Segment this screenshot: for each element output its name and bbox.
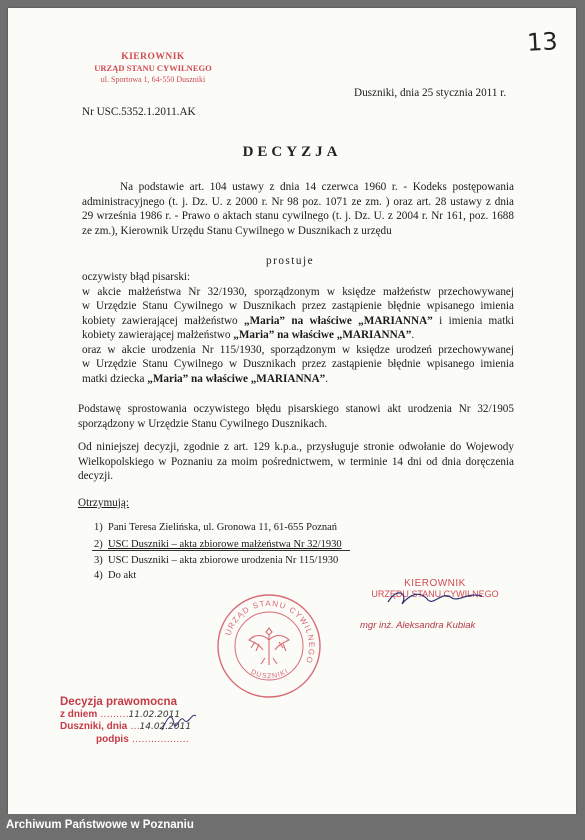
appeal-line: decyzji.: [78, 470, 114, 482]
appeal-line: Od niniejszej decyzji, zgodnie z art. 129 k.p.a., przysługuje stronie odwołanie do Wojewody: [78, 441, 514, 453]
recipient-item: [94, 554, 338, 567]
archive-footer-label: Archiwum Państwowe w Poznaniu: [6, 819, 194, 831]
correction-text: kobiety zawierającej małżeństwo: [82, 314, 244, 327]
finality-initials-icon: [158, 708, 198, 738]
correction-bold-name: „Maria” na właściwe „MARIANNA”: [147, 372, 326, 385]
correction-text: kobiety zawierającej małżeństwo: [82, 329, 234, 341]
intro-line: administracyjnego (t. j. Dz. U. z 2000 r. Nr 98 poz. 1071 ze zm. ) oraz art. 28 ustawy z dnia: [82, 195, 514, 208]
correction-lead: oczywisty błąd pisarski:: [82, 271, 191, 283]
intro-line: 29 września 1986 r. - Prawo o aktach stanu cywilnego (t. j. Dz. U. z 2004 r. Nr 161, poz. 1688: [82, 210, 514, 222]
recipient-number: 3): [94, 555, 103, 566]
correction-text: .: [411, 329, 415, 341]
finality-label: podpis: [96, 733, 129, 745]
handwritten-page-number: 13: [526, 27, 559, 57]
correction-text: matki dziecka: [82, 372, 148, 385]
svg-text:DUSZNIKI: [249, 668, 290, 680]
header-stamp-line1: KIEROWNIK: [121, 52, 185, 62]
signature-stamp-line2: URZĘDU STANU CYWILNEGO: [371, 589, 499, 599]
finality-dots: ………: [100, 708, 129, 720]
recipient-number: 2): [94, 539, 103, 550]
finality-stamp-title: Decyzja prawomocna: [60, 696, 177, 708]
correction-line: [82, 328, 514, 343]
finality-label: z dniem: [60, 708, 98, 720]
recipient-item: [94, 521, 337, 534]
intro-line: ze zm.), Kierownik Urzędu Stanu Cywilnego w Dusznikach z urzędu: [82, 224, 392, 237]
finality-handwritten-date: 14.02.2011: [139, 722, 192, 732]
decision-word: prostuje: [266, 255, 315, 267]
document-title: DECYZJA: [242, 144, 342, 160]
recipient-divider: [92, 550, 350, 551]
eagle-emblem-icon: [249, 628, 289, 665]
archive-footer: [0, 814, 585, 840]
header-stamp: [78, 52, 228, 85]
recipient-number: 1): [94, 522, 103, 533]
header-stamp-line3: ul. Sportowa 1, 64-550 Duszniki: [100, 75, 206, 84]
correction-line: w Urzędzie Stanu Cywilnego w Dusznikach przez zastąpienie błędnie wpisanego imienia: [82, 358, 514, 370]
recipient-text: USC Duszniki – akta zbiorowe urodzenia Nr 115/1930: [108, 555, 339, 566]
appeal-paragraph: [78, 440, 514, 484]
correction-bold-name: „Maria” na właściwe „MARIANNA”: [233, 329, 412, 341]
recipient-text: Do akt: [108, 570, 137, 581]
recipient-item: [94, 569, 136, 582]
correction-line: oraz w akcie urodzenia Nr 115/1930, sporządzonym w księdze urodzeń przechowywanej: [82, 343, 514, 356]
header-stamp-line2: URZĄD STANU CYWILNEGO: [94, 63, 212, 73]
place-date: Duszniki, dnia 25 stycznia 2011 r.: [354, 87, 507, 99]
finality-handwritten-date: 11.02.2011: [128, 709, 181, 720]
signature-stamp-line1: KIEROWNIK: [404, 578, 466, 589]
intro-line: Na podstawie art. 104 ustawy z dnia 14 czerwca 1960 r. - Kodeks postępowania: [120, 181, 514, 193]
recipients-heading: Otrzymują:: [78, 497, 129, 509]
correction-text: i imienia matki: [432, 314, 515, 327]
basis-paragraph: [78, 402, 514, 431]
intro-paragraph: [82, 180, 514, 238]
round-stamp-bottom-text: DUSZNIKI: [249, 667, 291, 681]
signatory-name: mgr inż. Aleksandra Kubiak: [360, 620, 476, 631]
basis-line: Podstawę sprostowania oczywistego błędu pisarskiego stanowi akt urodzenia Nr 32/1905: [78, 403, 514, 415]
correction-line: [82, 314, 514, 329]
correction-paragraph: [82, 270, 514, 386]
reference-number: Nr USC.5352.1.2011.AK: [82, 106, 196, 118]
finality-dots: …: [130, 721, 140, 732]
correction-line: [82, 372, 514, 387]
recipient-number: 4): [94, 570, 103, 581]
round-official-stamp: [215, 592, 323, 700]
recipient-text: Pani Teresa Zielińska, ul. Gronowa 11, 61-655 Poznań: [108, 522, 338, 533]
correction-text: .: [325, 372, 329, 385]
finality-dots: ………………: [131, 733, 189, 745]
finality-label: Duszniki, dnia: [60, 721, 128, 732]
document-page: [8, 8, 576, 814]
basis-line: sporządzony w Urzędzie Stanu Cywilnego Dusznikach.: [78, 417, 328, 430]
correction-line: w akcie małżeństwa Nr 32/1930, sporządzonym w księdze małżeństw przechowywanej: [82, 285, 514, 298]
correction-bold-name: „Maria” na właściwe „MARIANNA”: [244, 314, 433, 327]
round-stamp-ring-text: URZĄD STANU CYWILNEGO: [223, 598, 317, 666]
correction-line: w Urzędzie Stanu Cywilnego w Dusznikach przez zastąpienie błędnie wpisanego imienia: [82, 300, 514, 312]
recipient-text: USC Duszniki – akta zbiorowe małżeństwa Nr 32/1930: [108, 539, 342, 550]
appeal-line: Wielkopolskiego w Poznaniu za moim pośrednictwem, w terminie 14 dni od dnia doręczenia: [78, 455, 514, 468]
handwritten-signature-icon: [380, 582, 500, 612]
